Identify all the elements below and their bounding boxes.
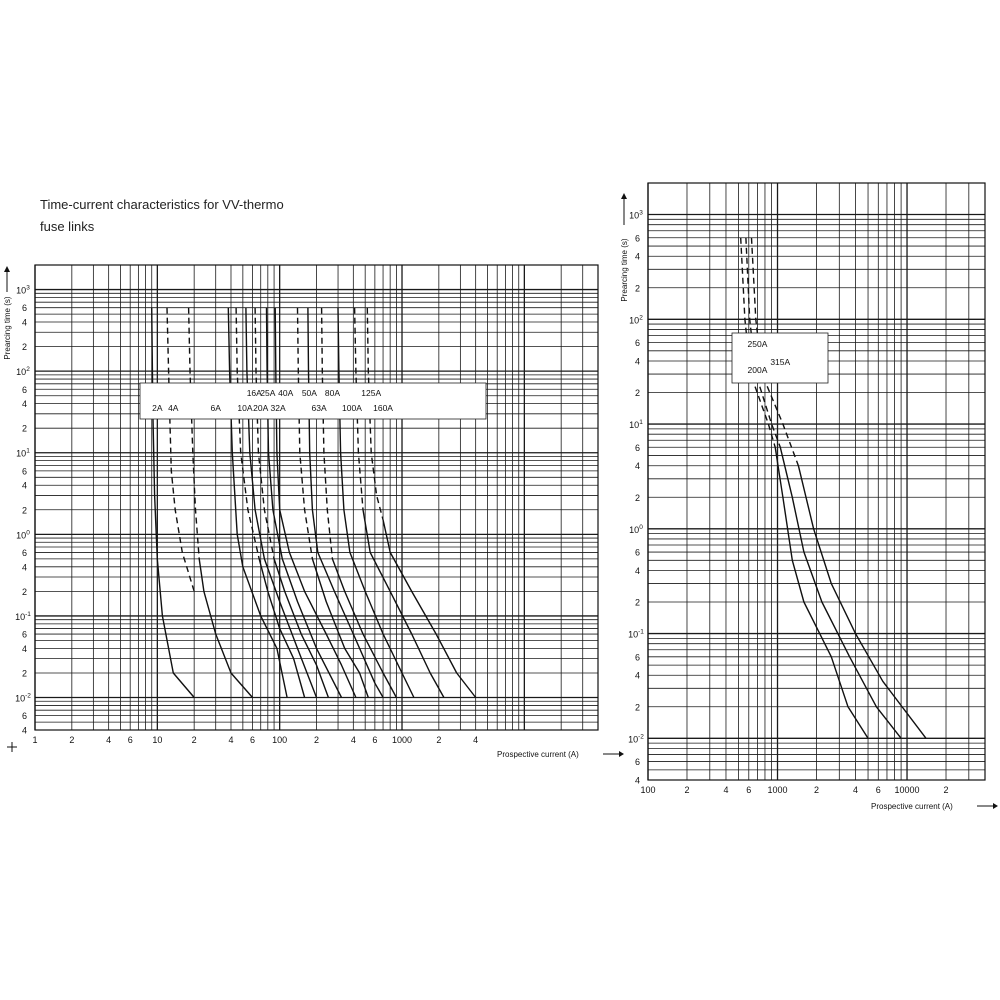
y-tick-label: 2 bbox=[21, 342, 27, 353]
series-label: 160A bbox=[373, 403, 393, 413]
y-tick-base: 10 bbox=[15, 693, 26, 704]
y-tick-base: 10 bbox=[629, 315, 640, 326]
curve-50A-dashed bbox=[298, 308, 313, 559]
x-tick-label: 2 bbox=[943, 785, 949, 795]
x-tick-label: 6 bbox=[372, 735, 378, 745]
y-tick-label bbox=[16, 366, 30, 377]
y-tick-label: 2 bbox=[21, 423, 27, 434]
x-tick-label: 100 bbox=[272, 735, 288, 745]
y-tick-label: 2 bbox=[634, 283, 640, 294]
y-tick-exponent: 1 bbox=[639, 419, 643, 427]
y-tick-label bbox=[16, 285, 30, 296]
series-label: 20A bbox=[253, 403, 269, 413]
y-tick-label bbox=[15, 611, 31, 622]
y-tick-label: 6 bbox=[634, 757, 640, 768]
curve-200A bbox=[775, 447, 868, 738]
x-tick-label: 4 bbox=[350, 735, 356, 745]
y-axis-arrowhead bbox=[621, 193, 627, 199]
y-tick-exponent: 2 bbox=[26, 366, 30, 374]
y-tick-exponent: -2 bbox=[25, 692, 31, 700]
y-tick-label: 4 bbox=[634, 565, 640, 576]
y-tick-label: 6 bbox=[21, 466, 27, 477]
y-axis-label: Prearcing time (s) bbox=[620, 238, 629, 302]
curve-80A-dashed bbox=[322, 308, 333, 559]
y-tick-label: 6 bbox=[634, 338, 640, 349]
y-tick-label: 4 bbox=[21, 317, 27, 328]
y-tick-label: 4 bbox=[21, 562, 27, 573]
series-label: 4A bbox=[168, 403, 179, 413]
y-tick-base: 10 bbox=[629, 210, 640, 221]
curve-2A bbox=[152, 308, 195, 698]
y-tick-label: 6 bbox=[21, 384, 27, 395]
x-tick-label: 4 bbox=[723, 785, 729, 795]
y-tick-label: 6 bbox=[634, 652, 640, 663]
x-axis-label: Prospective current (A) bbox=[871, 802, 953, 811]
grid bbox=[648, 183, 985, 780]
y-tick-label: 2 bbox=[634, 388, 640, 399]
x-tick-label: 1000 bbox=[391, 735, 413, 745]
series-label: 250A bbox=[747, 339, 768, 349]
y-tick-exponent: 3 bbox=[639, 209, 643, 217]
curve-20A bbox=[246, 308, 317, 698]
x-tick-label: 6 bbox=[875, 785, 881, 795]
y-tick-label: 6 bbox=[21, 629, 27, 640]
series-label: 16A bbox=[246, 388, 262, 398]
y-tick-label: 2 bbox=[634, 597, 640, 608]
y-tick-label: 6 bbox=[634, 442, 640, 453]
x-tick-label: 4 bbox=[852, 785, 858, 795]
y-tick-base: 10 bbox=[16, 285, 27, 296]
y-tick-label: 4 bbox=[21, 480, 27, 491]
y-tick-label: 4 bbox=[634, 775, 640, 786]
y-tick-base: 10 bbox=[16, 367, 27, 378]
chart-2 bbox=[620, 183, 998, 811]
series-label: 80A bbox=[324, 388, 341, 398]
x-axis-label: Prospective current (A) bbox=[497, 750, 579, 759]
y-tick-label bbox=[629, 314, 643, 325]
x-tick-label: 4 bbox=[228, 735, 234, 745]
registration-mark bbox=[7, 742, 17, 752]
y-tick-exponent: -1 bbox=[25, 610, 31, 618]
series-label: 63A bbox=[311, 403, 327, 413]
series-label: 32A bbox=[270, 403, 286, 413]
chart-1 bbox=[3, 265, 624, 759]
y-tick-exponent: 2 bbox=[639, 314, 643, 322]
x-tick-label: 2 bbox=[813, 785, 820, 795]
y-axis-arrowhead bbox=[4, 266, 10, 272]
y-tick-exponent: 1 bbox=[26, 447, 30, 455]
y-tick-label bbox=[16, 448, 30, 459]
y-axis-label: Prearcing time (s) bbox=[3, 296, 12, 360]
y-tick-label bbox=[629, 524, 643, 535]
y-tick-exponent: -1 bbox=[638, 628, 644, 636]
y-tick-base: 10 bbox=[15, 611, 26, 622]
y-tick-base: 10 bbox=[629, 420, 640, 431]
y-tick-label: 2 bbox=[634, 702, 640, 713]
curve-250A bbox=[780, 447, 901, 738]
x-axis-arrowhead bbox=[993, 803, 998, 809]
x-tick-label: 2 bbox=[69, 735, 75, 745]
x-tick-label: 2 bbox=[191, 735, 197, 745]
y-tick-label bbox=[629, 419, 643, 430]
series-label: 25A bbox=[260, 388, 276, 398]
series-label: 100A bbox=[342, 403, 362, 413]
series-label: 200A bbox=[747, 365, 768, 375]
curve-16A-dashed bbox=[236, 308, 259, 559]
y-tick-base: 10 bbox=[628, 629, 639, 640]
y-tick-label bbox=[15, 693, 31, 704]
y-tick-exponent: 0 bbox=[639, 523, 643, 531]
x-tick-label: 2 bbox=[436, 735, 442, 745]
y-tick-label: 4 bbox=[634, 670, 640, 681]
x-tick-label: 6 bbox=[250, 735, 256, 745]
y-tick-label: 6 bbox=[21, 303, 27, 314]
x-tick-label: 1000 bbox=[767, 785, 788, 795]
y-tick-label: 4 bbox=[634, 356, 640, 367]
series-label: 315A bbox=[770, 357, 791, 367]
y-tick-label: 4 bbox=[634, 461, 640, 472]
y-tick-exponent: 3 bbox=[26, 284, 30, 292]
y-tick-label: 6 bbox=[634, 547, 640, 558]
x-tick-label: 4 bbox=[473, 735, 479, 745]
y-tick-label: 4 bbox=[634, 251, 640, 262]
y-tick-label bbox=[16, 529, 30, 540]
y-tick-label: 2 bbox=[634, 492, 640, 503]
x-tick-label: 10000 bbox=[894, 785, 920, 795]
y-tick-label: 4 bbox=[21, 399, 27, 410]
y-tick-label: 4 bbox=[21, 725, 27, 736]
y-tick-label bbox=[628, 629, 644, 640]
x-tick-label: 2 bbox=[313, 735, 320, 745]
y-tick-base: 10 bbox=[16, 530, 27, 541]
y-tick-label bbox=[629, 210, 643, 221]
series-label: 2A bbox=[152, 403, 163, 413]
y-tick-label: 2 bbox=[21, 668, 27, 679]
series-label: 125A bbox=[361, 388, 382, 398]
curve-10A bbox=[228, 308, 287, 698]
series-label: 10A bbox=[237, 403, 253, 413]
grid bbox=[35, 265, 598, 730]
y-tick-label: 4 bbox=[21, 643, 27, 654]
y-tick-label bbox=[628, 733, 644, 744]
y-tick-label: 2 bbox=[21, 505, 27, 516]
x-tick-label: 6 bbox=[127, 735, 133, 745]
x-tick-label: 10 bbox=[152, 735, 163, 745]
x-tick-label: 2 bbox=[684, 785, 690, 795]
y-tick-label: 6 bbox=[21, 547, 27, 558]
x-tick-label: 4 bbox=[106, 735, 112, 745]
y-tick-exponent: -2 bbox=[638, 733, 644, 741]
y-tick-label: 6 bbox=[21, 711, 27, 722]
y-tick-exponent: 0 bbox=[26, 529, 30, 537]
chart-title-line2: fuse links bbox=[40, 219, 95, 234]
curve-63A bbox=[308, 308, 383, 698]
x-axis-arrowhead bbox=[619, 751, 624, 757]
y-tick-label: 2 bbox=[21, 586, 27, 597]
y-tick-base: 10 bbox=[629, 524, 640, 535]
y-tick-base: 10 bbox=[16, 448, 27, 459]
chart-title: Time-current characteristics for VV-thermo bbox=[40, 197, 284, 212]
series-label: 40A bbox=[278, 388, 294, 398]
y-tick-base: 10 bbox=[628, 734, 639, 745]
x-tick-label: 1 bbox=[32, 735, 38, 745]
y-tick-label: 6 bbox=[634, 233, 640, 244]
x-tick-label: 100 bbox=[640, 785, 656, 795]
series-label: 50A bbox=[301, 388, 317, 398]
series-label: 6A bbox=[210, 403, 221, 413]
x-tick-label: 6 bbox=[746, 785, 752, 795]
